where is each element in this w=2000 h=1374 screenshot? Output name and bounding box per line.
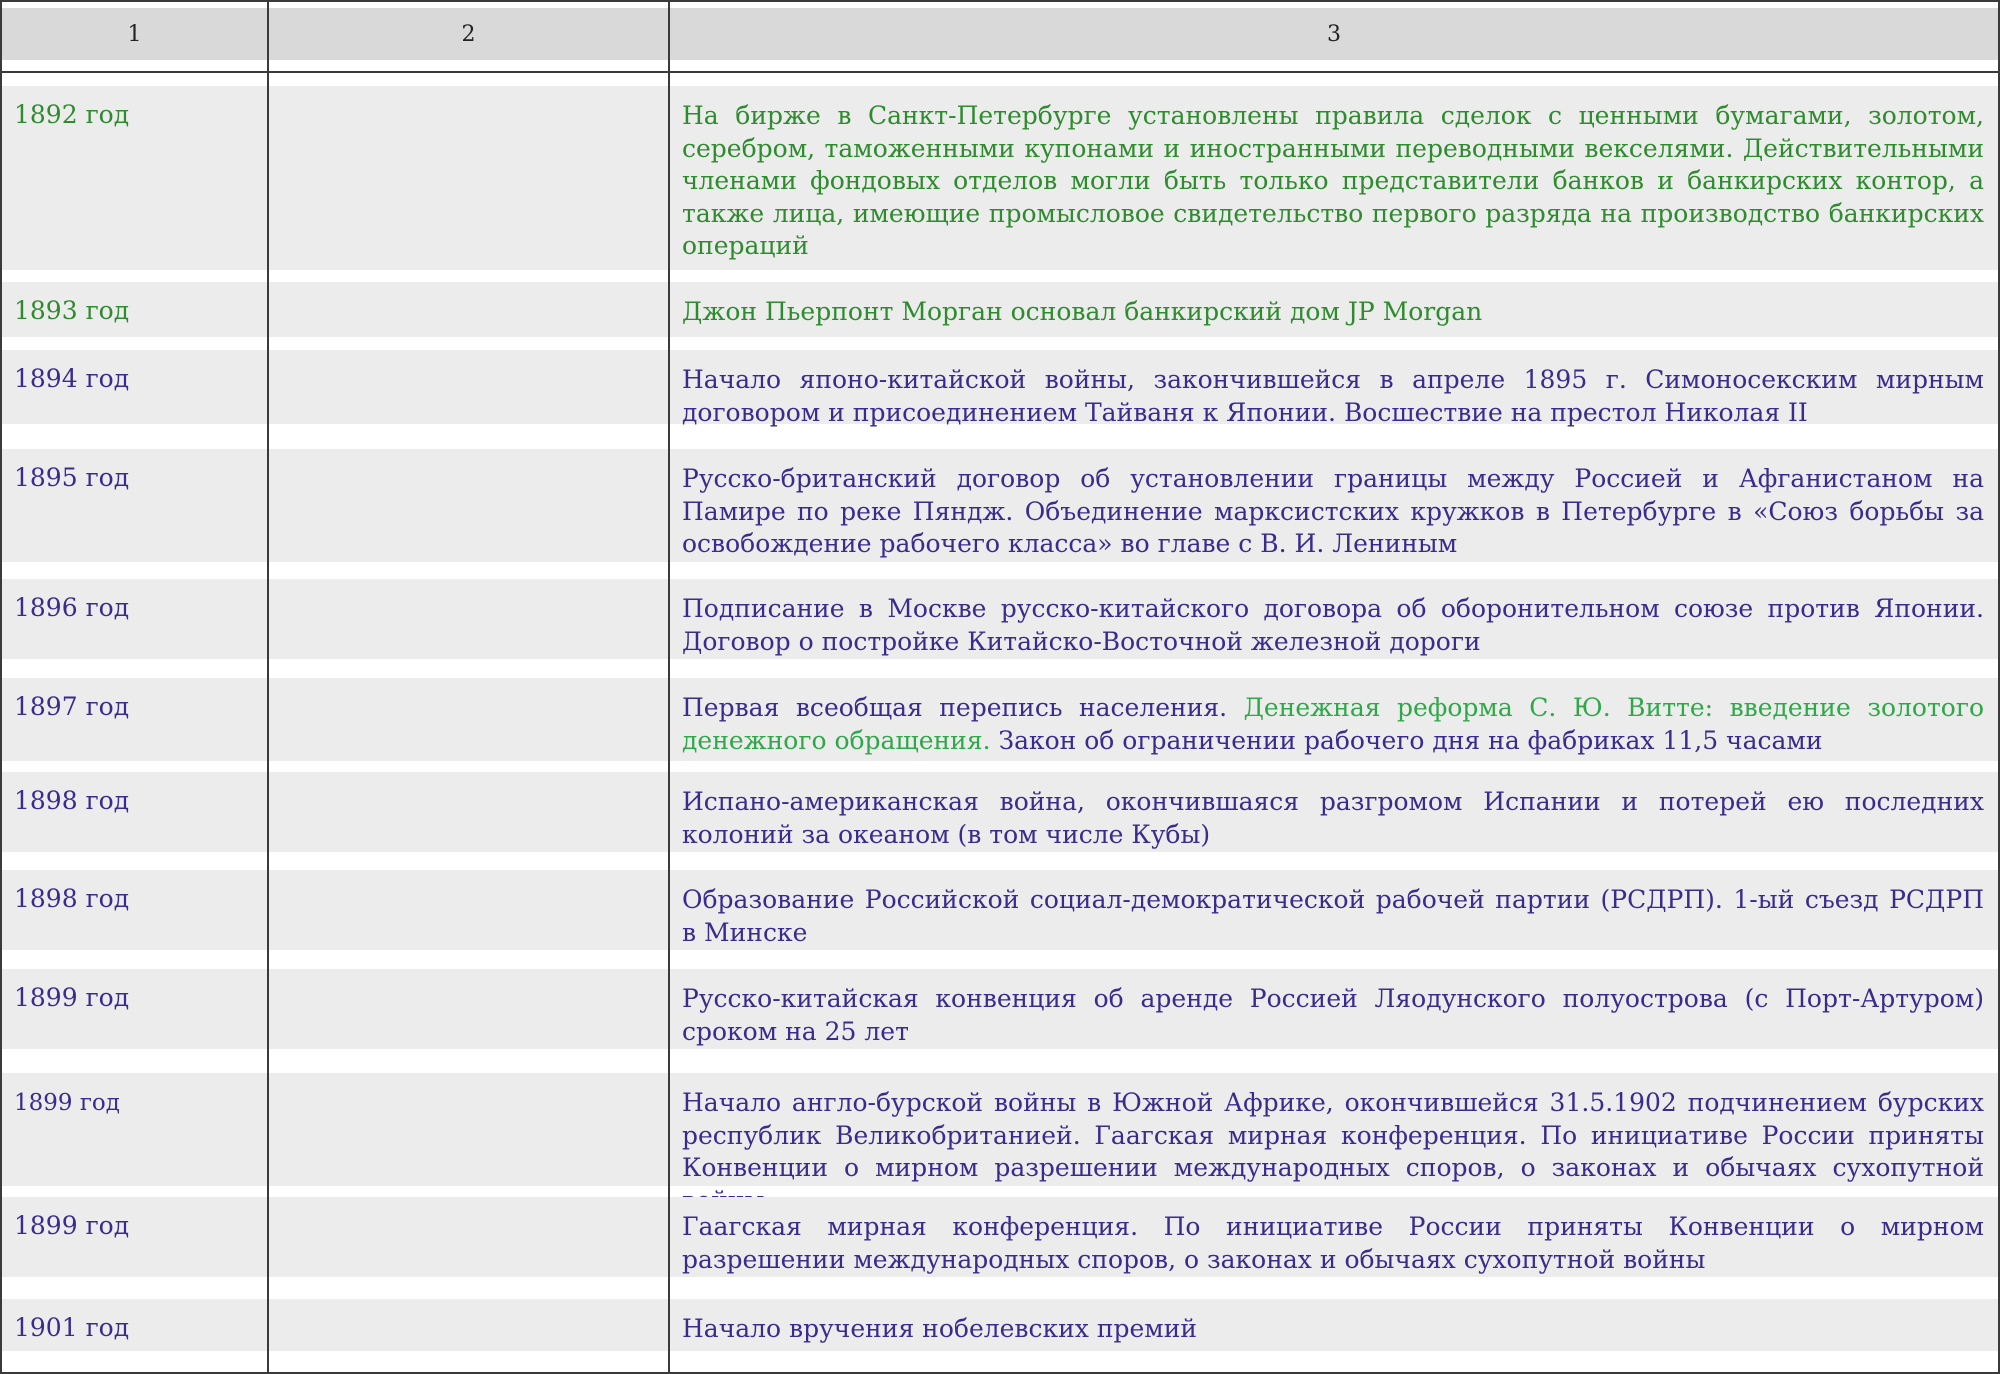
event-cell (670, 1197, 1998, 1277)
table-row (0, 350, 2000, 427)
empty-cell (269, 282, 668, 337)
year-cell (2, 870, 267, 950)
year-label: 1892 год (14, 100, 130, 129)
event-description (682, 593, 1984, 658)
event-text-segment: На бирже в Санкт-Петербурге установлены правила сделок с ценными бумагами, золотом, серебром, таможенными купонами и иностранными переводными векселями. Действительными членами фондовых отделов могли быть только представители банков и банкирских контор, а также лица, имеющие промысловое свидетельство первого разряда на производство банкирских операций (682, 101, 1984, 260)
table-row (0, 1197, 2000, 1277)
empty-cell (269, 678, 668, 761)
year-label: 1895 год (14, 463, 130, 492)
event-text-segment: Образование Российской социал-демократической рабочей партии (РСДРП). 1-ый съезд РСДРП в Минске (682, 885, 1984, 947)
year-label: 1898 год (14, 786, 130, 815)
year-cell (2, 1299, 267, 1351)
table-row (0, 282, 2000, 337)
empty-cell (269, 579, 668, 659)
event-cell (670, 86, 1998, 270)
year-cell (2, 772, 267, 852)
table-row (0, 1299, 2000, 1351)
table-row (0, 579, 2000, 659)
event-text-segment: Начало японо-китайской войны, закончившейся в апреле 1895 г. Симоносекским мирным договором и присоединением Тайваня к Японии. Восшествие на престол Николая II (682, 365, 1984, 427)
event-text-segment: Джон Пьерпонт Морган основал банкирский дом JP Morgan (682, 297, 1483, 326)
event-text-segment: Гаагская мирная конференция. По инициативе России приняты Конвенции о мирном разрешении международных споров, о законах и обычаях сухопутной войны (682, 1212, 1984, 1274)
event-text-segment: Русско-китайская конвенция об аренде Россией Ляодунского полуострова (с Порт-Артуром) сроком на 25 лет (682, 984, 1984, 1046)
year-label: 1893 год (14, 296, 130, 325)
year-label: 1898 год (14, 884, 130, 913)
empty-cell (269, 1197, 668, 1277)
event-cell (670, 579, 1998, 659)
year-cell (2, 678, 267, 761)
year-label: 1899 год (14, 1090, 120, 1116)
empty-cell (269, 969, 668, 1049)
empty-cell (269, 350, 668, 424)
event-description (682, 463, 1984, 561)
year-label: 1901 год (14, 1313, 130, 1342)
year-label: 1899 год (14, 1211, 130, 1240)
table-row (0, 1073, 2000, 1186)
header-col-2: 2 (269, 8, 668, 60)
year-label: 1896 год (14, 593, 130, 622)
year-cell (2, 350, 267, 424)
table-row (0, 449, 2000, 562)
column-rule-1 (267, 0, 269, 1374)
event-cell (670, 678, 1998, 761)
event-description (682, 364, 1984, 429)
empty-cell (269, 870, 668, 950)
header-divider (0, 71, 2000, 73)
table-row (0, 870, 2000, 950)
header-col-1: 1 (2, 8, 267, 60)
event-description (682, 1211, 1984, 1276)
year-cell (2, 449, 267, 562)
event-description (682, 884, 1984, 949)
event-description (682, 983, 1984, 1048)
year-cell (2, 86, 267, 270)
header-col-3: 3 (670, 8, 1998, 60)
event-cell (670, 1073, 1998, 1186)
event-text-segment: Денежная реформа С. Ю. Витте: введение золотого денежного обращения. (682, 693, 1985, 755)
event-description (682, 692, 1984, 757)
event-cell (670, 772, 1998, 852)
year-cell (2, 1073, 267, 1186)
event-text-segment: Подписание в Москве русско-китайского договора об оборонительном союзе против Японии. Договор о постройке Китайско-Восточной железной дороги (682, 594, 1984, 656)
table-row (0, 678, 2000, 761)
table-row (0, 86, 2000, 270)
event-text-segment: Первая всеобщая перепись населения. (682, 693, 1244, 722)
year-label: 1899 год (14, 983, 130, 1012)
empty-cell (269, 449, 668, 562)
year-cell (2, 1197, 267, 1277)
empty-cell (269, 772, 668, 852)
table-row (0, 772, 2000, 852)
year-cell (2, 969, 267, 1049)
event-text-segment: Русско-британский договор об установлении границы между Россией и Афганистаном на Памире по реке Пяндж. Объединение марксистских кружков в Петербурге в «Союз борьбы за освобождение рабочего класса» во главе с В. И. Лениным (682, 464, 1984, 558)
empty-cell (269, 86, 668, 270)
event-cell (670, 350, 1998, 427)
empty-cell (269, 1073, 668, 1186)
table-row (0, 969, 2000, 1049)
event-cell (670, 1299, 1998, 1351)
event-description (682, 100, 1984, 263)
column-rule-left (0, 0, 2, 1374)
year-cell (2, 282, 267, 337)
year-cell (2, 579, 267, 659)
year-label: 1894 год (14, 364, 130, 393)
column-rule-2 (668, 0, 670, 1374)
event-text-segment: Испано-американская война, окончившаяся разгромом Испании и потерей ею последних колоний за океаном (в том числе Кубы) (682, 787, 1984, 849)
event-cell (670, 449, 1998, 562)
event-cell (670, 870, 1998, 950)
event-description (682, 296, 1984, 329)
year-label: 1897 год (14, 692, 130, 721)
empty-cell (269, 1299, 668, 1351)
table-top-border (0, 0, 2000, 2)
event-cell (670, 282, 1998, 337)
event-cell (670, 969, 1998, 1049)
event-text-segment: Закон об ограничении рабочего дня на фабриках 11,5 часами (990, 725, 1823, 755)
event-description (682, 1313, 1984, 1346)
event-description (682, 786, 1984, 851)
event-text-segment: Начало англо-бурской войны в Южной Африке, окончившейся 31.5.1902 подчинением бурских республик Великобританией. Гаагская мирная конференция. По инициативе России приняты Конвенции о мирном разрешении международных споров, о законах и обычаях сухопутной (682, 1088, 1984, 1182)
event-text-segment: Начало вручения нобелевских премий (682, 1314, 1198, 1343)
